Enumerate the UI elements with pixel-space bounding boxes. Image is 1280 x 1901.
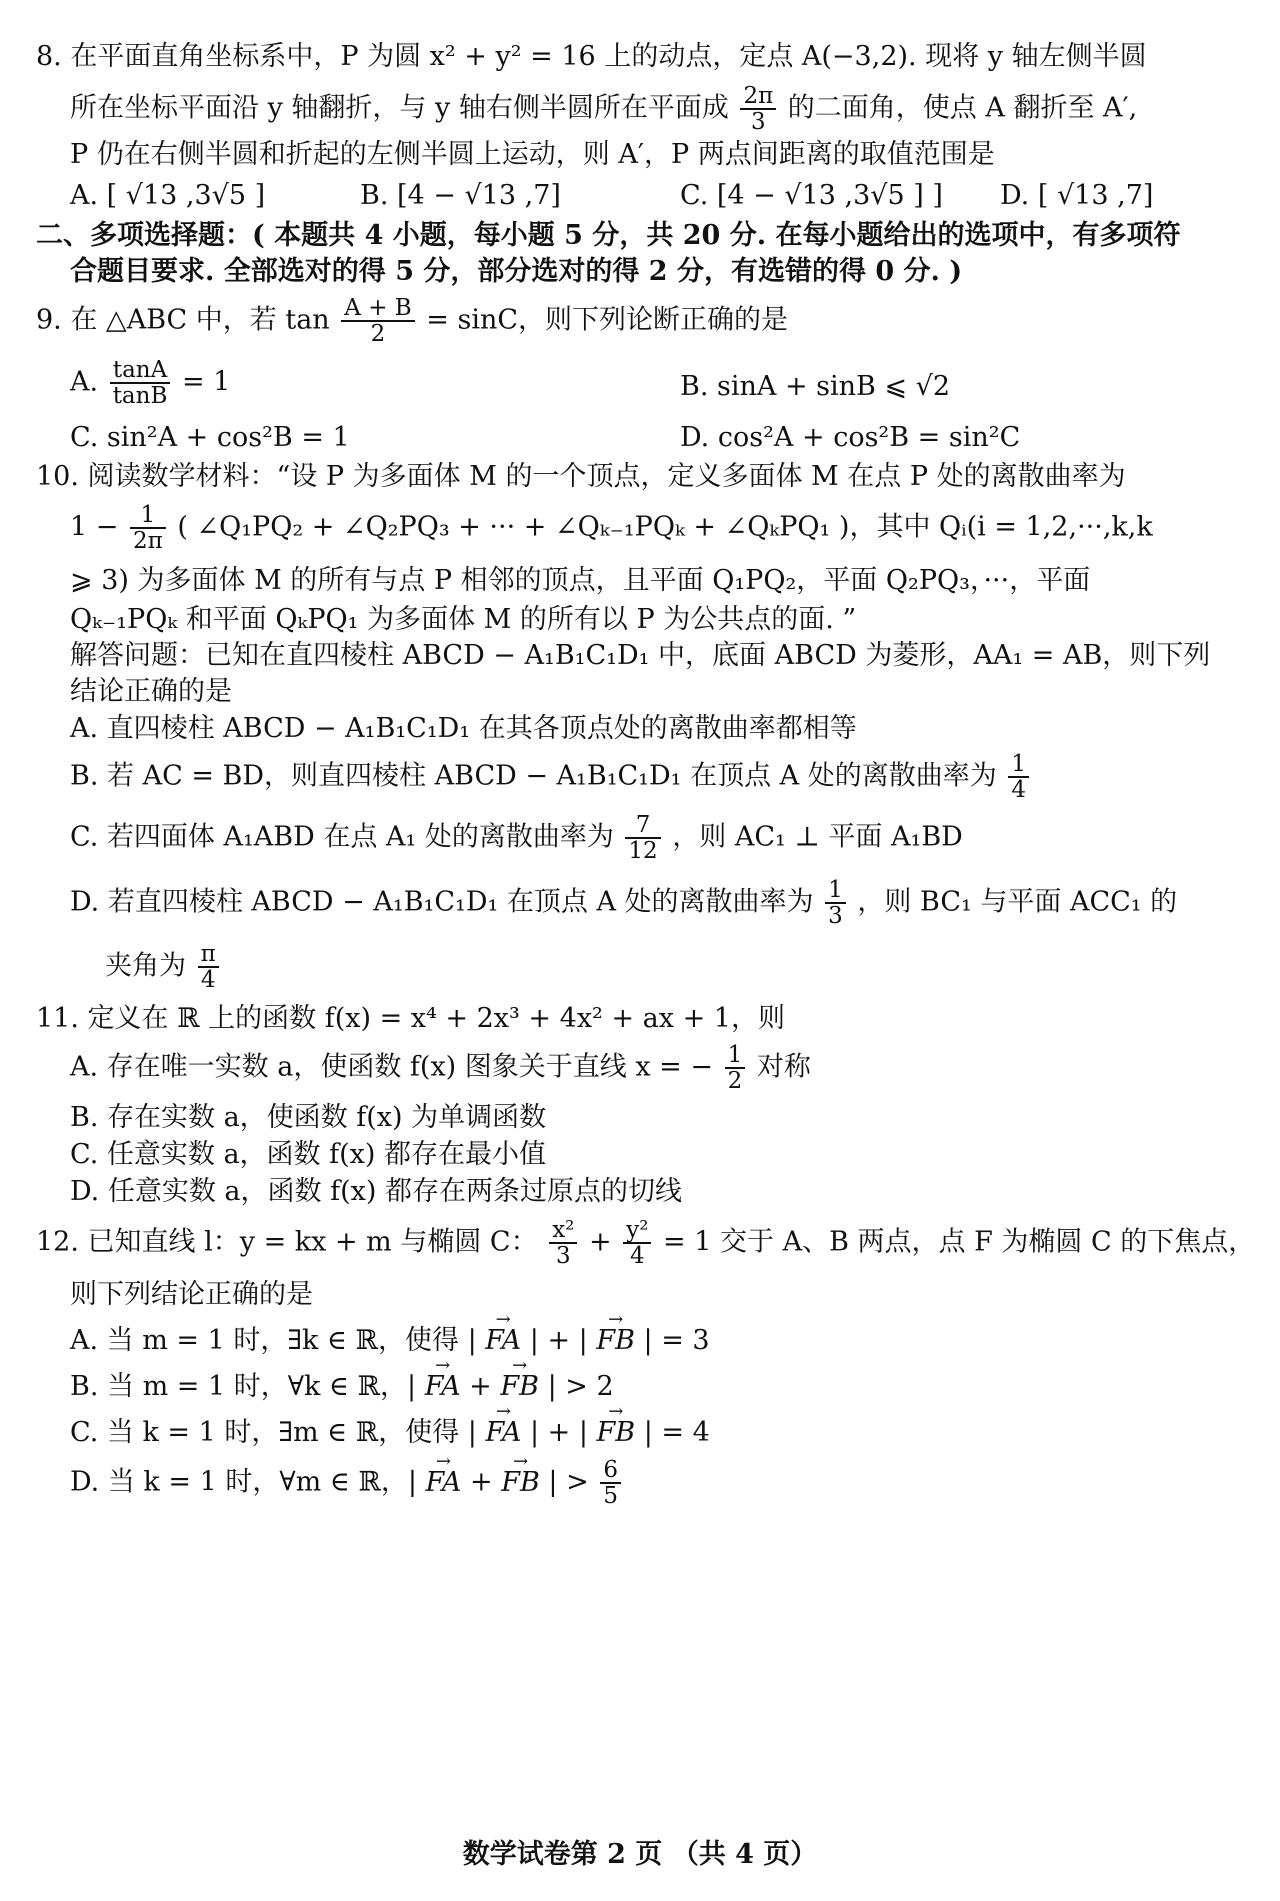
vector-fa: → FA [426,1468,462,1498]
q11-option-a-num: 1 [725,1043,746,1069]
vector-fa: → FA [485,1326,521,1356]
q12-stem-line-1 [36,1218,1255,1268]
q10-line-3: ⩾ 3) 为多面体 M 的所有与点 P 相邻的顶点，且平面 Q₁PQ₂，平面 Q₂PQ₃，···，平面 [70,565,1091,596]
q12-option-a-pre: A. 当 m = 1 时，∃k ∈ ℝ，使得 | [70,1325,477,1356]
q10-option-d-line-2 [105,942,222,992]
q10-line-2-post: ( ∠Q₁PQ₂ + ∠Q₂PQ₃ + ··· + ∠Qₖ₋₁PQₖ + ∠QₖPQ₁ )，其中 Qᵢ(i = 1,2,···,k,k [177,511,1153,543]
q10-option-b-den: 4 [1011,777,1026,804]
q12-ellipse-y-term [623,1218,651,1268]
q9-option-c: C. sin²A + cos²B = 1 [70,422,350,453]
section2-header-line-2: 合题目要求. 全部选对的得 5 分，部分选对的得 2 分，有选错的得 0 分. ) [70,256,963,287]
q8-option-c: C. [4 − √13 ,3√5 ] ] [680,180,943,211]
vector-fb: → FB [596,1326,635,1356]
q11-option-b: B. 存在实数 a，使函数 f(x) 为单调函数 [70,1102,547,1133]
vector-fb: → FB [500,1372,539,1402]
q12-option-c-sep: | + | [529,1417,588,1448]
q10-option-c-fraction [625,813,660,863]
q10-option-c-post: ，则 AC₁ ⊥ 平面 A₁BD [672,821,963,853]
q12-option-b-plus: + [469,1371,492,1402]
q10-option-d2-fraction [198,942,219,992]
q10-option-c-den: 12 [628,838,658,865]
q9-stem-fraction-num: A + B [341,296,414,322]
q12-option-b-pre: B. 当 m = 1 时，∀k ∈ ℝ，| [70,1371,417,1402]
q9-option-a-post: = 1 [181,366,231,398]
q11-option-a-post: 对称 [756,1051,811,1083]
q10-line-2 [70,503,1153,553]
q9-option-a [70,358,230,408]
q10-line-2-num: 1 [130,503,166,529]
q12-option-b [70,1372,614,1402]
page-footer: 数学试卷第 2 页 （共 4 页） [462,1839,818,1870]
q12-option-d-post: | > [548,1466,589,1498]
q12-ellipse-x-num: x² [549,1218,577,1244]
q11-stem: 11. 定义在 ℝ 上的函数 f(x) = x⁴ + 2x³ + 4x² + ax + 1，则 [36,1003,785,1034]
q12-option-d-pre: D. 当 k = 1 时，∀m ∈ ℝ，| [70,1466,417,1498]
q9-stem-fraction-den: 2 [370,321,386,348]
q9-option-a-label: A. [70,366,99,398]
q10-line-2-den: 2π [132,528,163,555]
q11-option-a-text: A. 存在唯一实数 a，使函数 f(x) 图象关于直线 x = − [70,1051,714,1083]
q12-option-a [70,1326,710,1356]
q8-line-1: 8. 在平面直角坐标系中，P 为圆 x² + y² = 16 上的动点，定点 A(−3,2). 现将 y 轴左侧半圆 [36,41,1147,72]
q12-option-c [70,1418,710,1448]
q8-fraction [740,84,776,134]
q10-option-d [70,878,1177,928]
q10-option-b [70,752,1032,802]
q10-option-d-text: D. 若直四棱柱 ABCD − A₁B₁C₁D₁ 在顶点 A 处的离散曲率为 [70,886,814,918]
q8-option-a: A. [ √13 ,3√5 ] [70,180,266,211]
q9-option-d: D. cos²A + cos²B = sin²C [680,422,1021,453]
q9-stem-text-b: = sinC，则下列论断正确的是 [426,304,789,336]
q12-ellipse-x-term [549,1218,577,1268]
q8-line-2-text-a: 所在坐标平面沿 y 轴翻折，与 y 轴右侧半圆所在平面成 [70,92,729,124]
section2-header-line-1: 二、多项选择题：( 本题共 4 小题，每小题 5 分，共 20 分. 在每小题给出的选项中，有多项符 [36,220,1181,251]
q12-option-d-den: 5 [603,1483,618,1510]
q12-stem-line-2: 则下列结论正确的是 [70,1279,313,1310]
q8-line-2-text-b: 的二面角，使点 A 翻折至 A′, [787,92,1138,124]
q12-option-d [70,1458,624,1508]
q10-option-b-text: B. 若 AC = BD，则直四棱柱 ABCD − A₁B₁C₁D₁ 在顶点 A 处的离散曲率为 [70,760,997,792]
q11-option-c: C. 任意实数 a，函数 f(x) 都存在最小值 [70,1139,546,1170]
q10-line-2-pre: 1 − [70,511,119,543]
q12-option-c-pre: C. 当 k = 1 时，∃m ∈ ℝ，使得 | [70,1417,477,1448]
vector-fb: → FB [501,1468,540,1498]
q10-option-d-num: 1 [825,878,846,904]
q10-option-b-fraction [1008,752,1029,802]
q12-ellipse-y-den: 4 [629,1243,645,1270]
q12-option-d-num: 6 [600,1458,621,1484]
q10-option-d2-text: 夹角为 [105,950,186,982]
q12-ellipse-x-den: 3 [555,1243,571,1270]
q10-option-c-num: 7 [625,813,660,839]
q9-option-b: B. sinA + sinB ⩽ √2 [680,371,951,402]
q9-stem-fraction [341,296,414,346]
q10-line-2-fraction [130,503,166,553]
q8-line-3: P 仍在右侧半圆和折起的左侧半圆上运动，则 A′，P 两点间距离的取值范围是 [70,139,995,170]
q8-fraction-num: 2π [740,84,776,110]
q8-line-2 [70,84,1137,134]
q12-stem-post: = 1 交于 A、B 两点，点 F 为椭圆 C 的下焦点， [663,1226,1256,1258]
q10-option-b-num: 1 [1008,752,1029,778]
vector-fa: → FA [425,1372,461,1402]
q10-line-5: 解答问题：已知在直四棱柱 ABCD − A₁B₁C₁D₁ 中，底面 ABCD 为菱形，AA₁ = AB，则下列 [70,640,1211,671]
q12-option-d-fraction [600,1458,621,1508]
q11-option-d: D. 任意实数 a，函数 f(x) 都存在两条过原点的切线 [70,1176,682,1207]
q10-option-d-den: 3 [828,903,843,930]
q12-option-a-post: | = 3 [643,1325,710,1356]
q9-option-a-den: tanB [112,383,168,410]
q10-option-d-fraction [825,878,846,928]
q10-option-c-text: C. 若四面体 A₁ABD 在点 A₁ 处的离散曲率为 [70,821,614,853]
q10-option-d-post: ，则 BC₁ 与平面 ACC₁ 的 [857,886,1178,918]
q9-option-a-num: tanA [110,358,171,384]
q11-option-a-fraction [725,1043,746,1093]
q12-option-d-plus: + [470,1466,493,1498]
q11-option-a-den: 2 [727,1068,743,1095]
vector-fa: → FA [485,1418,521,1448]
q10-option-d2-num: π [198,942,219,968]
q8-option-b: B. [4 − √13 ,7] [360,180,561,211]
q12-ellipse-plus: + [588,1226,612,1258]
q12-option-c-post: | = 4 [643,1417,710,1448]
q10-line-4: Qₖ₋₁PQₖ 和平面 QₖPQ₁ 为多面体 M 的所有以 P 为公共点的面. ” [70,604,857,635]
q12-stem-pre: 12. 已知直线 l：y = kx + m 与椭圆 C： [36,1226,538,1258]
q10-option-c [70,813,963,863]
q10-line-1: 10. 阅读数学材料：“设 P 为多面体 M 的一个顶点，定义多面体 M 在点 P 处的离散曲率为 [36,461,1126,492]
q12-ellipse-y-num: y² [623,1218,651,1244]
q10-line-6: 结论正确的是 [70,676,232,707]
q11-option-a [70,1043,811,1093]
q10-option-a: A. 直四棱柱 ABCD − A₁B₁C₁D₁ 在其各顶点处的离散曲率都相等 [70,713,857,744]
q12-option-a-sep: | + | [529,1325,588,1356]
vector-fb: → FB [597,1418,636,1448]
q10-option-d2-den: 4 [200,967,216,994]
q9-option-a-fraction [110,358,171,408]
q9-stem-text-a: 9. 在 △ABC 中，若 tan [36,304,330,336]
q9-stem [36,296,788,346]
q8-fraction-den: 3 [750,109,766,136]
q12-option-b-post: | > 2 [547,1371,614,1402]
q8-option-d: D. [ √13 ,7] [1000,180,1154,211]
